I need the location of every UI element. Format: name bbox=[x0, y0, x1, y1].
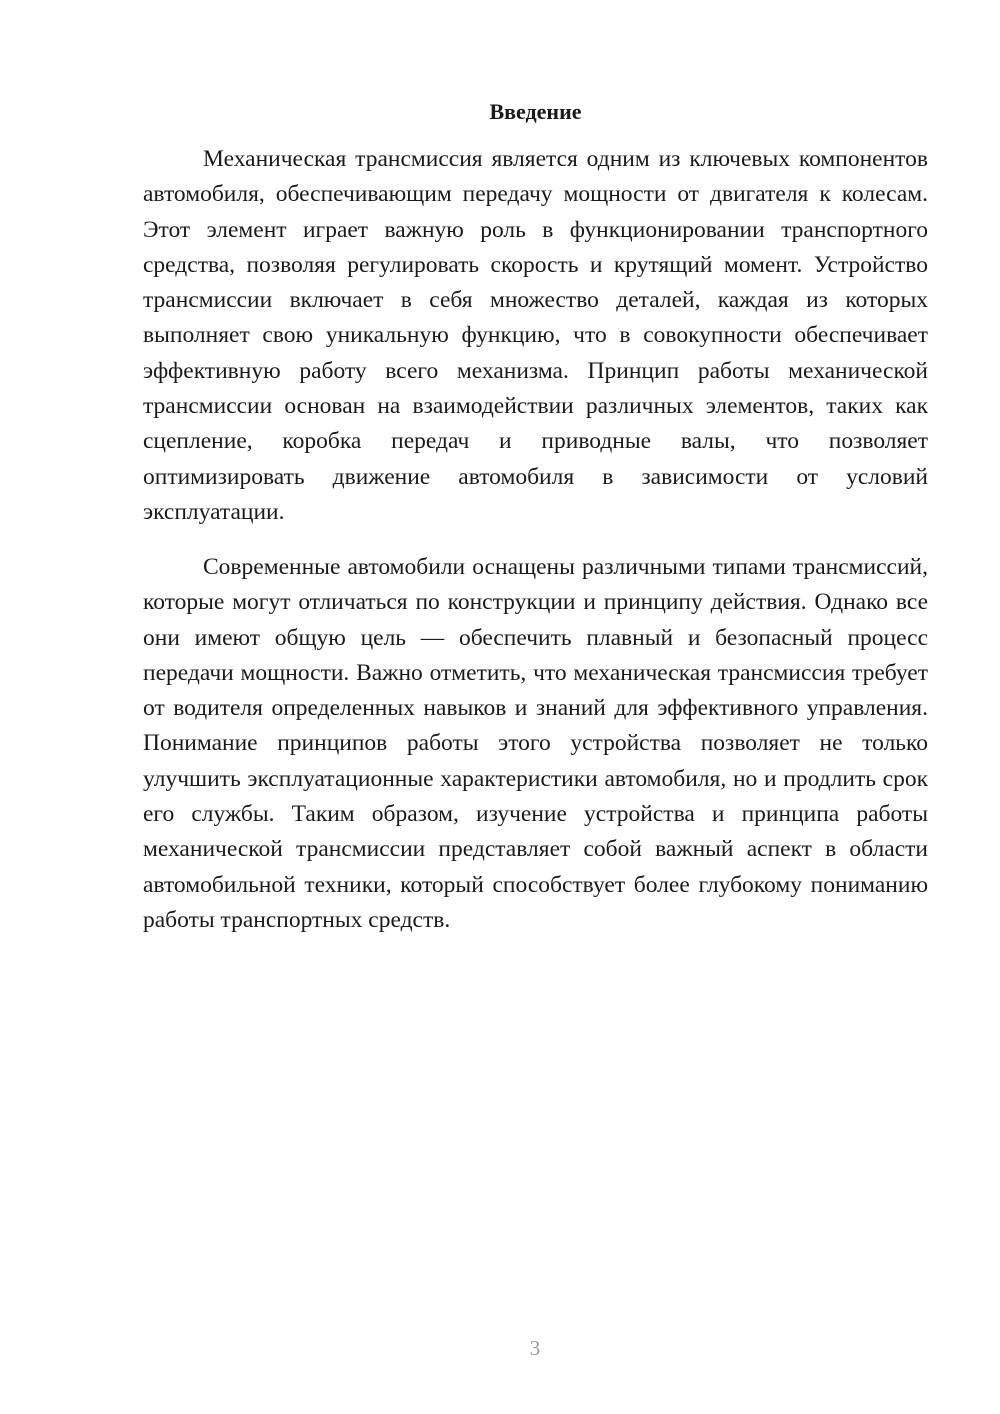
paragraph-1: Механическая трансмиссия является одним из ключевых компонентов автомобиля, обеспечивающим передачу мощности от двигателя к колесам. Этот элемент играет важную роль в функционировании транспортного средства, позволяя регулировать скорость и крутящий момент. Устройство трансмиссии включает в себя множество деталей, каждая из которых выполняет свою уникальную функцию, что в совокупности обеспечивает эффективную работу всего механизма. Принцип работы механической трансмиссии основан на взаимодействии различных элементов, таких как сцепление, коробка передач и приводные валы, что позволяет оптимизировать движение автомобиля в зависимости от условий эксплуатации. bbox=[143, 146, 928, 525]
section-heading: Введение bbox=[489, 99, 582, 124]
page-number: 3 bbox=[529, 1336, 541, 1360]
paragraph-2: Современные автомобили оснащены различными типами трансмиссий, которые могут отличаться по конструкции и принципу действия. Однако все они имеют общую цель — обеспечить плавный и безопасный процесс передачи мощности. Важно отметить, что механическая трансмиссия требует от водителя определенных навыков и знаний для эффективного управления. Понимание принципов работы этого устройства позволяет не только улучшить эксплуатационные характеристики автомобиля, но и продлить срок его службы. Таким образом, изучение устройства и принципа работы механической трансмиссии представляет собой важный аспект в области автомобильной техники, который способствует более глубокому пониманию работы транспортных средств. bbox=[143, 554, 928, 933]
